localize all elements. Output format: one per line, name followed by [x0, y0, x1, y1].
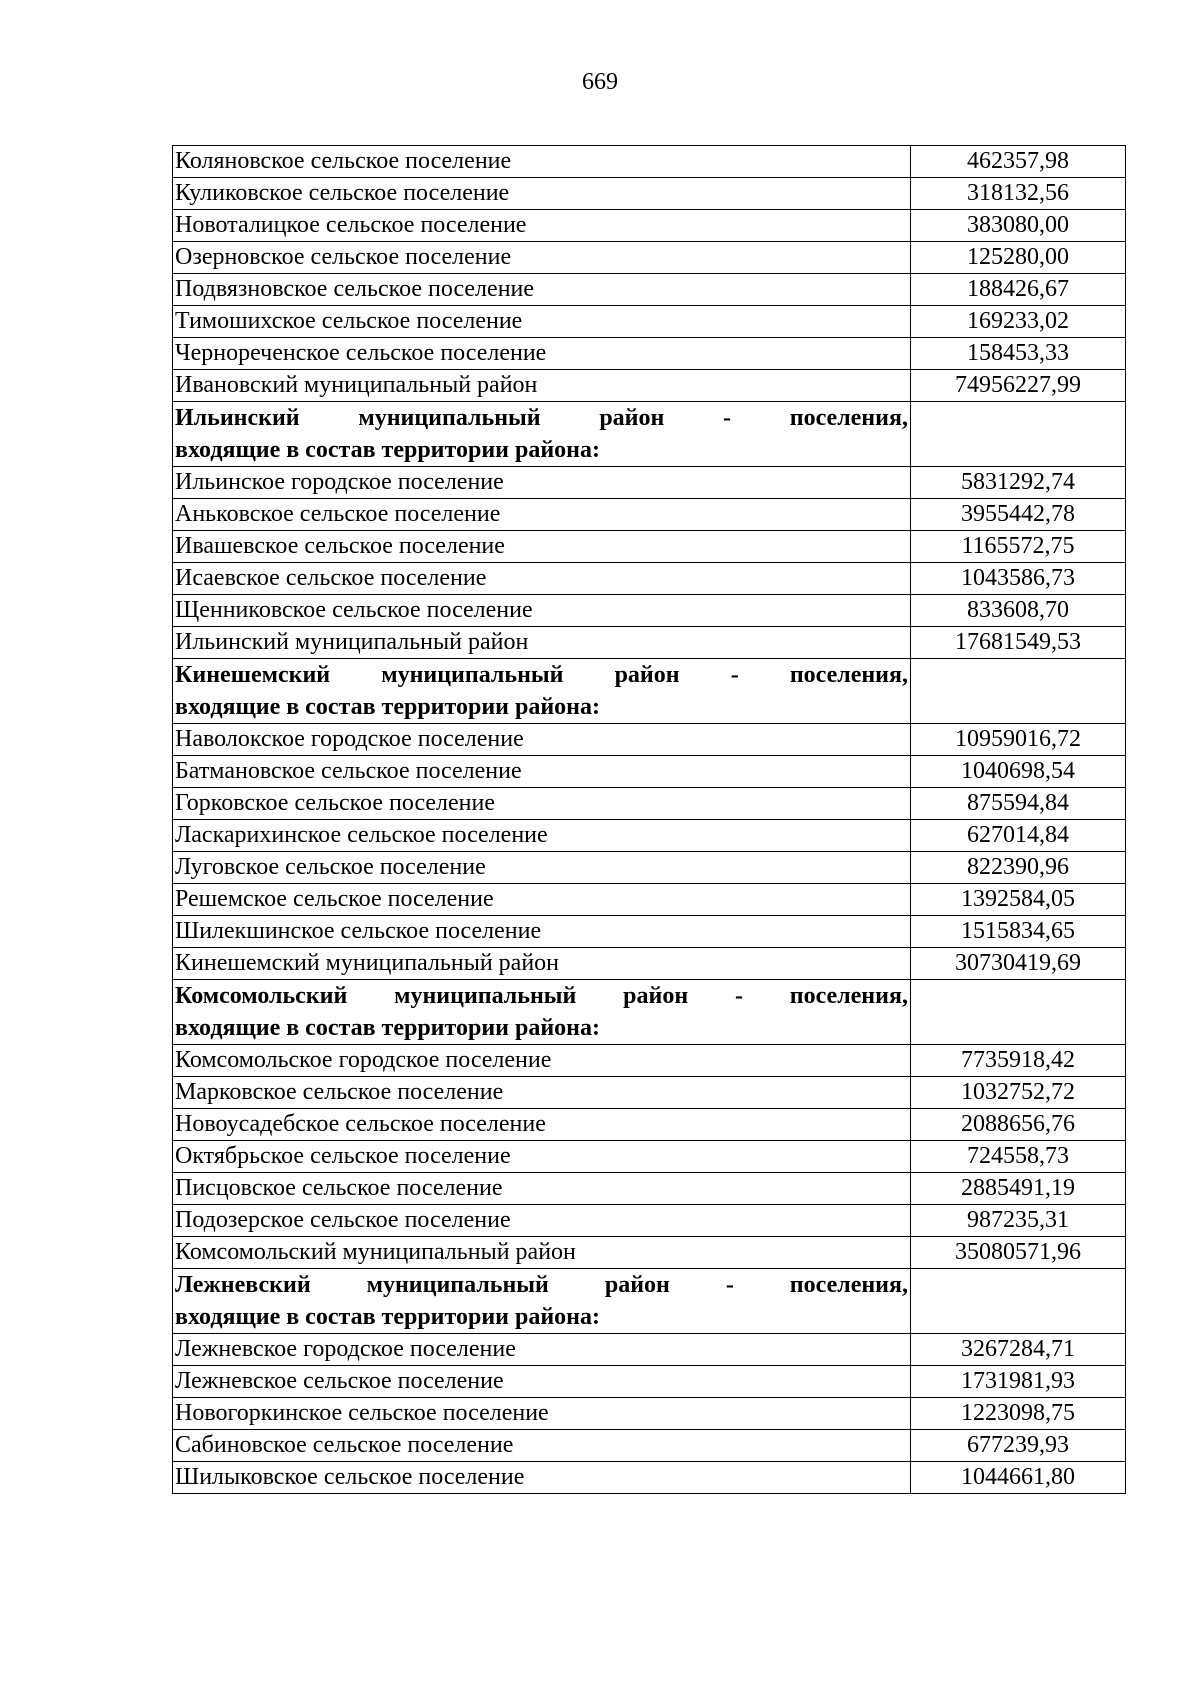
table-row [173, 1109, 1126, 1141]
district-header-label [173, 402, 911, 467]
district-header-line1 [175, 402, 908, 434]
header-word: - [730, 662, 739, 688]
page-number: 669 [582, 69, 618, 95]
district-header-line2: входящие в состав территории района: [175, 1304, 600, 1330]
table-row [173, 146, 1126, 178]
row-value: 35080571,96 [911, 1237, 1126, 1269]
table-row [173, 178, 1126, 210]
row-value: 30730419,69 [911, 948, 1126, 980]
row-name: Ласкарихинское сельское поселение [173, 820, 911, 852]
row-value: 125280,00 [911, 242, 1126, 274]
table-row [173, 467, 1126, 499]
table-row [173, 884, 1126, 916]
row-name: Решемское сельское поселение [173, 884, 911, 916]
row-name: Новоусадебское сельское поселение [173, 1109, 911, 1141]
header-word: поселения, [789, 662, 908, 688]
table-row [173, 499, 1126, 531]
row-value [911, 1269, 1126, 1334]
header-word: район [604, 1272, 670, 1298]
table-row [173, 306, 1126, 338]
district-header-line2: входящие в состав территории района: [175, 694, 600, 720]
table-row [173, 1430, 1126, 1462]
header-word: муниципальный [358, 405, 541, 431]
table-row [173, 531, 1126, 563]
header-word: муниципальный [366, 1272, 549, 1298]
district-header-line1 [175, 659, 908, 691]
row-value: 875594,84 [911, 788, 1126, 820]
header-word: Кинешемский [175, 662, 331, 688]
table-row [173, 788, 1126, 820]
district-header-row [173, 980, 1126, 1045]
header-word: - [725, 1272, 734, 1298]
district-header-row [173, 659, 1126, 724]
row-name: Горковское сельское поселение [173, 788, 911, 820]
row-name: Коляновское сельское поселение [173, 146, 911, 178]
table-row [173, 756, 1126, 788]
row-value: 462357,98 [911, 146, 1126, 178]
district-header-row [173, 1269, 1126, 1334]
row-name: Исаевское сельское поселение [173, 563, 911, 595]
table-row [173, 852, 1126, 884]
row-value: 318132,56 [911, 178, 1126, 210]
header-word: поселения, [789, 983, 908, 1009]
row-value: 5831292,74 [911, 467, 1126, 499]
district-header-line2: входящие в состав территории района: [175, 1015, 600, 1041]
district-header-label [173, 659, 911, 724]
row-name: Ивановский муниципальный район [173, 370, 911, 402]
row-value: 3955442,78 [911, 499, 1126, 531]
table-row [173, 1398, 1126, 1430]
header-word: - [734, 983, 743, 1009]
header-word: поселения, [789, 1272, 908, 1298]
row-name: Шилыковское сельское поселение [173, 1462, 911, 1494]
row-name: Шилекшинское сельское поселение [173, 916, 911, 948]
row-value [911, 659, 1126, 724]
table-row [173, 1334, 1126, 1366]
row-name: Подозерское сельское поселение [173, 1205, 911, 1237]
table-row [173, 820, 1126, 852]
district-header-line2: входящие в состав территории района: [175, 437, 600, 463]
settlements-table [172, 145, 1126, 1494]
row-value: 1731981,93 [911, 1366, 1126, 1398]
row-value: 1044661,80 [911, 1462, 1126, 1494]
table-row [173, 1077, 1126, 1109]
row-name: Марковское сельское поселение [173, 1077, 911, 1109]
row-value: 2885491,19 [911, 1173, 1126, 1205]
table-row [173, 210, 1126, 242]
row-value: 822390,96 [911, 852, 1126, 884]
header-word: район [599, 405, 665, 431]
row-value: 10959016,72 [911, 724, 1126, 756]
row-value [911, 402, 1126, 467]
row-value: 1043586,73 [911, 563, 1126, 595]
row-value: 987235,31 [911, 1205, 1126, 1237]
row-value: 17681549,53 [911, 627, 1126, 659]
table-row [173, 338, 1126, 370]
row-value: 1392584,05 [911, 884, 1126, 916]
table-row [173, 1173, 1126, 1205]
row-value: 1515834,65 [911, 916, 1126, 948]
row-name: Наволокское городское поселение [173, 724, 911, 756]
row-name: Писцовское сельское поселение [173, 1173, 911, 1205]
row-name: Октябрьское сельское поселение [173, 1141, 911, 1173]
row-name: Куликовское сельское поселение [173, 178, 911, 210]
table-row [173, 242, 1126, 274]
row-value: 724558,73 [911, 1141, 1126, 1173]
row-name: Лежневское сельское поселение [173, 1366, 911, 1398]
table-row [173, 563, 1126, 595]
table-row [173, 627, 1126, 659]
row-value: 3267284,71 [911, 1334, 1126, 1366]
table-row [173, 274, 1126, 306]
table-row [173, 1237, 1126, 1269]
table-row [173, 916, 1126, 948]
table-row [173, 595, 1126, 627]
table-body [173, 146, 1126, 1494]
row-value: 1032752,72 [911, 1077, 1126, 1109]
header-word: район [623, 983, 689, 1009]
row-name: Ильинский муниципальный район [173, 627, 911, 659]
row-value: 627014,84 [911, 820, 1126, 852]
row-value: 1223098,75 [911, 1398, 1126, 1430]
header-word: поселения, [789, 405, 908, 431]
district-header-label [173, 1269, 911, 1334]
row-name: Комсомольский муниципальный район [173, 1237, 911, 1269]
row-name: Ивашевское сельское поселение [173, 531, 911, 563]
table-row [173, 724, 1126, 756]
row-name: Новоталицкое сельское поселение [173, 210, 911, 242]
row-value: 74956227,99 [911, 370, 1126, 402]
table-row [173, 1141, 1126, 1173]
row-value: 7735918,42 [911, 1045, 1126, 1077]
district-header-label [173, 980, 911, 1045]
header-word: Комсомольский [175, 983, 348, 1009]
row-name: Батмановское сельское поселение [173, 756, 911, 788]
district-header-line1 [175, 1269, 908, 1301]
table-row [173, 1366, 1126, 1398]
row-value: 2088656,76 [911, 1109, 1126, 1141]
header-word: Лежневский [175, 1272, 311, 1298]
row-value: 1040698,54 [911, 756, 1126, 788]
header-word: Ильинский [175, 405, 300, 431]
row-name: Лежневское городское поселение [173, 1334, 911, 1366]
row-name: Сабиновское сельское поселение [173, 1430, 911, 1462]
district-header-line1 [175, 980, 908, 1012]
row-value: 677239,93 [911, 1430, 1126, 1462]
row-name: Ильинское городское поселение [173, 467, 911, 499]
row-value: 169233,02 [911, 306, 1126, 338]
table-row [173, 1462, 1126, 1494]
header-word: муниципальный [394, 983, 577, 1009]
table-row [173, 948, 1126, 980]
row-name: Подвязновское сельское поселение [173, 274, 911, 306]
table-row [173, 1045, 1126, 1077]
header-word: район [614, 662, 680, 688]
row-name: Чернореченское сельское поселение [173, 338, 911, 370]
row-name: Озерновское сельское поселение [173, 242, 911, 274]
row-name: Тимошихское сельское поселение [173, 306, 911, 338]
table-row [173, 1205, 1126, 1237]
row-value: 383080,00 [911, 210, 1126, 242]
row-name: Щенниковское сельское поселение [173, 595, 911, 627]
row-name: Луговское сельское поселение [173, 852, 911, 884]
row-value: 1165572,75 [911, 531, 1126, 563]
row-value [911, 980, 1126, 1045]
row-name: Кинешемский муниципальный район [173, 948, 911, 980]
row-value: 188426,67 [911, 274, 1126, 306]
row-name: Комсомольское городское поселение [173, 1045, 911, 1077]
row-name: Новогоркинское сельское поселение [173, 1398, 911, 1430]
row-value: 158453,33 [911, 338, 1126, 370]
table-row [173, 370, 1126, 402]
row-value: 833608,70 [911, 595, 1126, 627]
row-name: Аньковское сельское поселение [173, 499, 911, 531]
district-header-row [173, 402, 1126, 467]
header-word: муниципальный [381, 662, 564, 688]
header-word: - [723, 405, 732, 431]
